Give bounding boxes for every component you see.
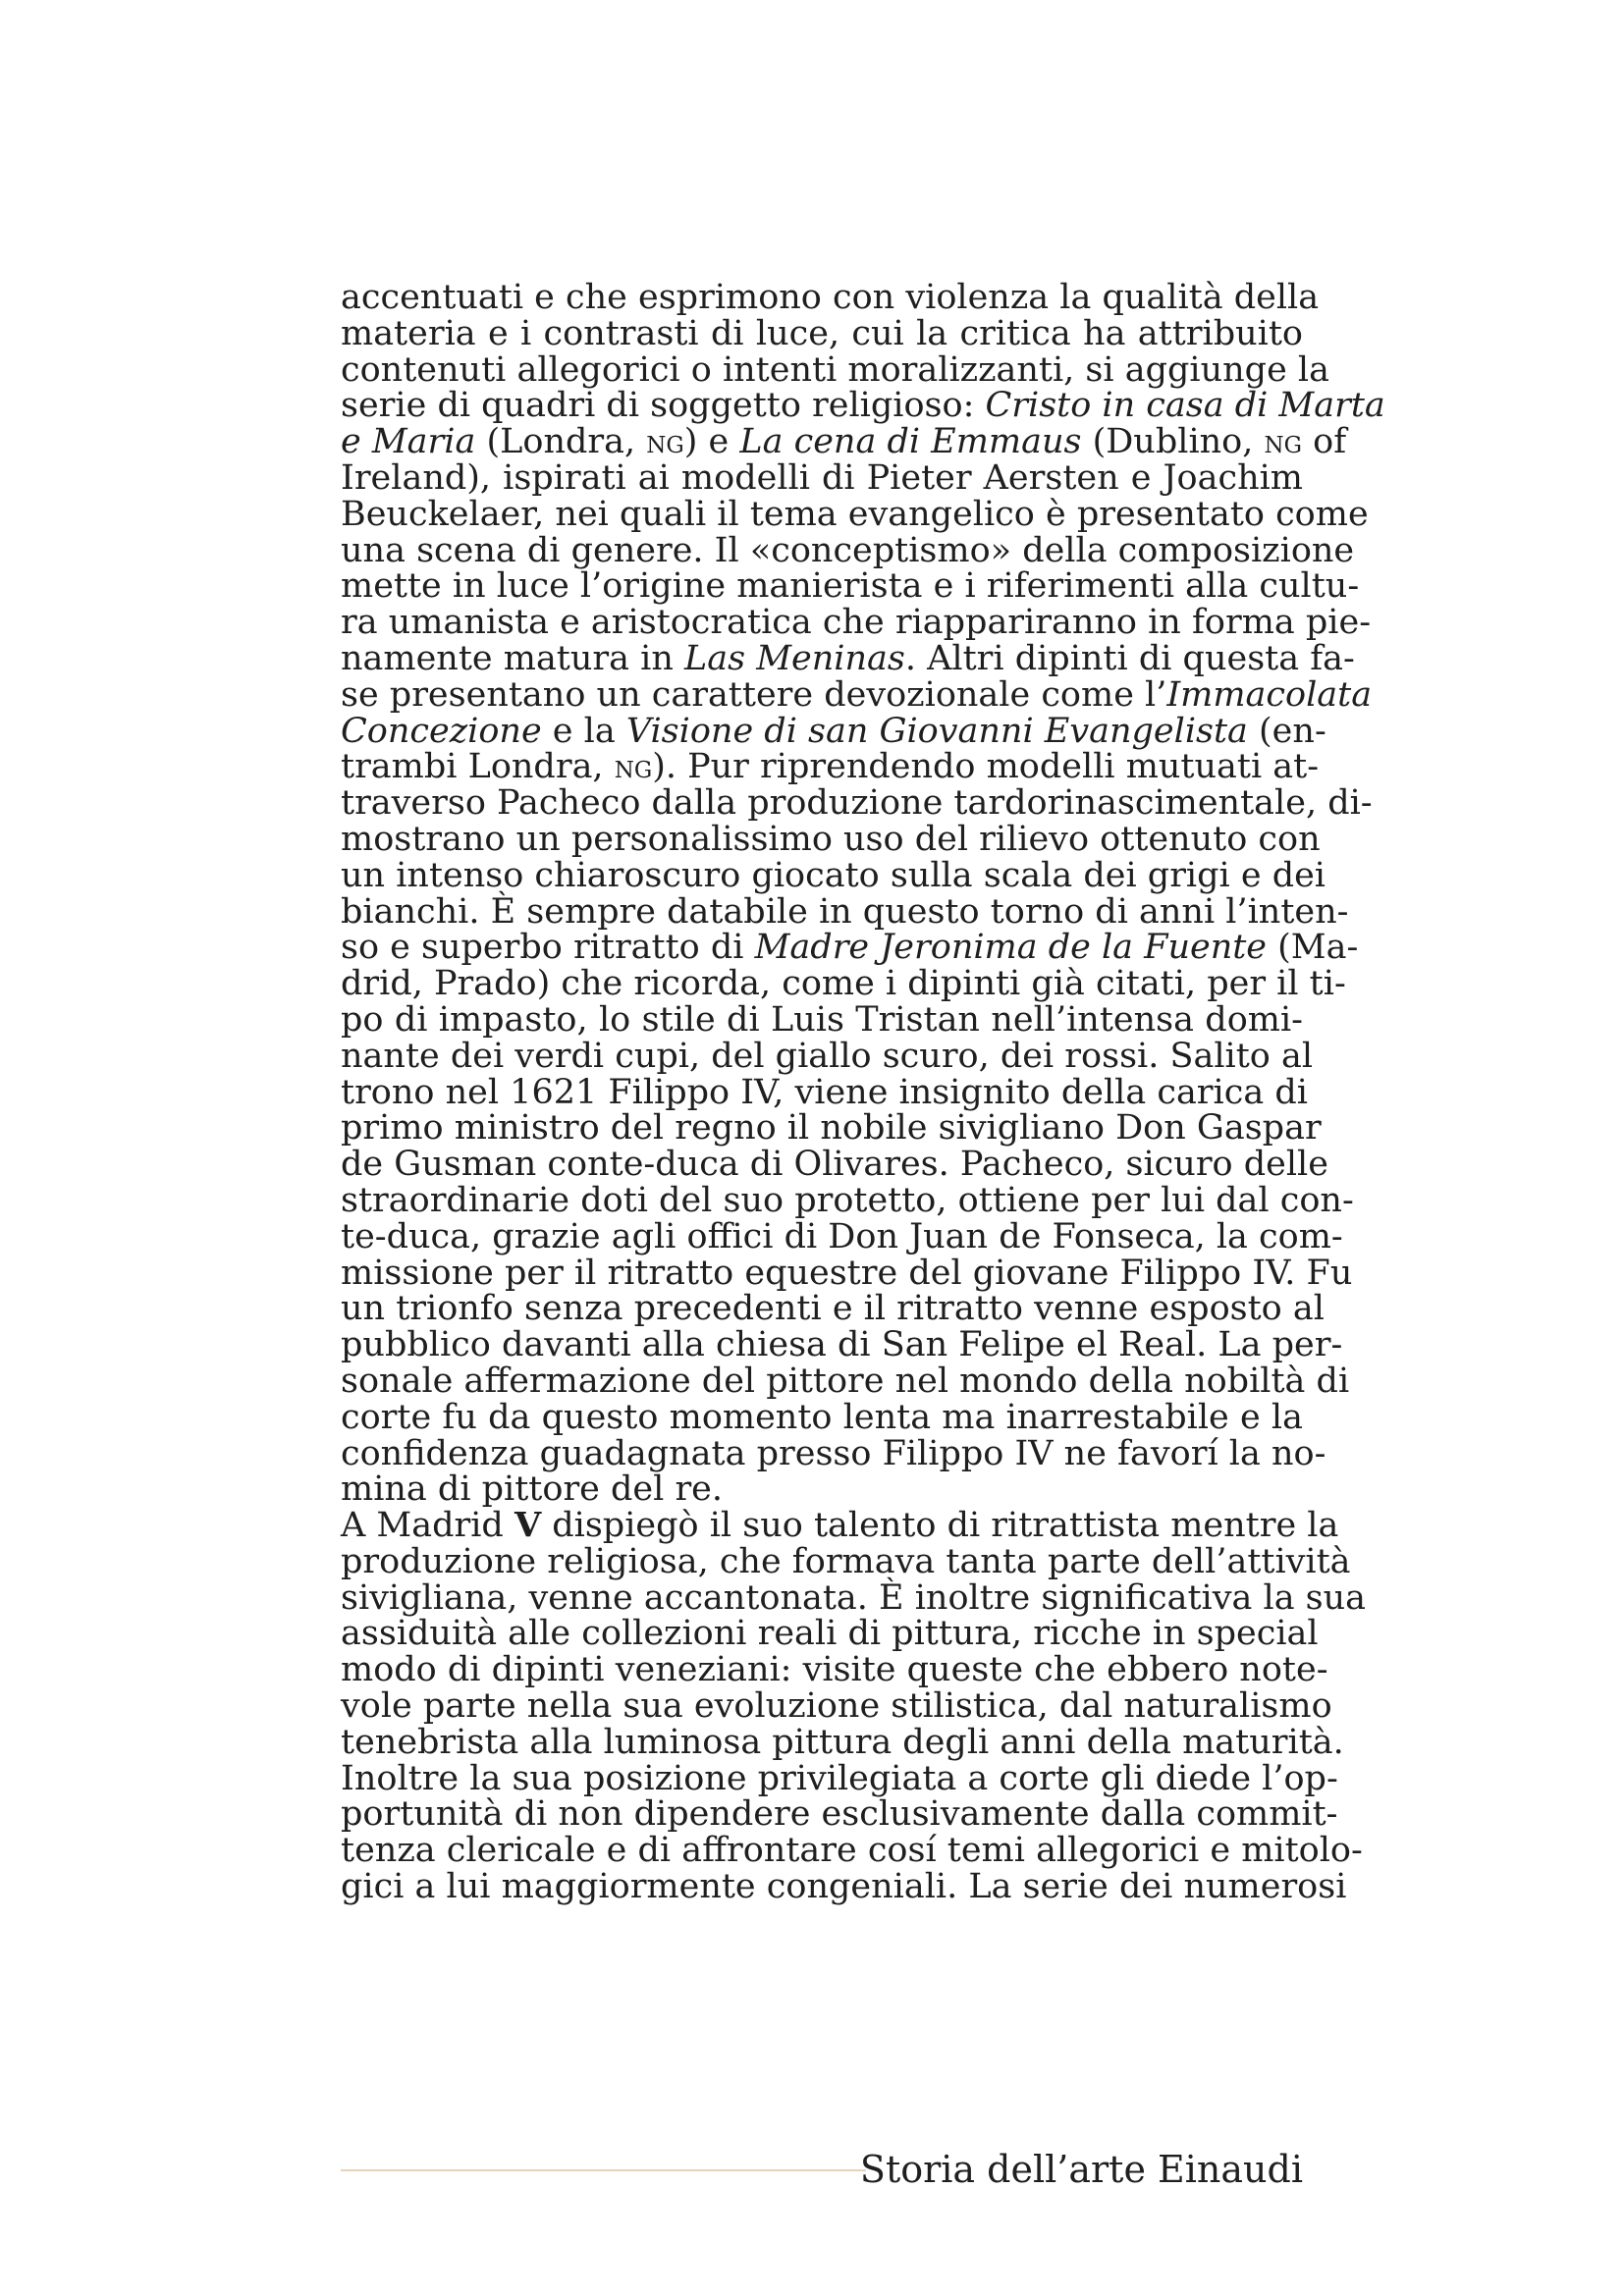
text-run: corte fu da questo momento lenta ma inarrestabile e la xyxy=(341,1397,1303,1437)
text-line xyxy=(341,1036,1314,1076)
text-run: te-duca, grazie agli offici di Don Juan de Fonseca, la com- xyxy=(341,1216,1343,1256)
text-line xyxy=(341,349,1329,390)
text-line xyxy=(341,1325,1343,1365)
text-line xyxy=(341,1361,1350,1401)
text-line xyxy=(341,819,1321,859)
text-line xyxy=(341,1686,1332,1727)
text-run: mostrano un personalissimo uso del rilievo ottenuto con xyxy=(341,819,1321,859)
text-line xyxy=(341,1614,1319,1654)
text-run: e la xyxy=(541,711,626,751)
text-run: dispiegò il suo talento di ritrattista mentre la xyxy=(541,1506,1339,1546)
text-run: mette in luce l’origine manierista e i riferimenti alla cultu- xyxy=(341,566,1360,607)
text-run: nante dei verdi cupi, del giallo scuro, dei rossi. Salito al xyxy=(341,1036,1314,1076)
text-line xyxy=(341,783,1373,824)
text-run: vole parte nella sua evoluzione stilistica, dal naturalismo xyxy=(341,1686,1332,1727)
text-run: so e superbo ritratto di xyxy=(341,928,755,968)
text-run: traverso Pacheco dalla produzione tardorinascimentale, di- xyxy=(341,783,1373,824)
text-run: of xyxy=(1302,422,1347,462)
text-line xyxy=(341,928,1359,968)
text-run: straordinarie doti del suo protetto, ottiene per lui dal con- xyxy=(341,1180,1354,1220)
text-line xyxy=(341,457,1303,498)
text-line xyxy=(341,1722,1344,1762)
text-line xyxy=(341,1867,1347,1907)
text-line xyxy=(341,855,1326,895)
italic-title: e Maria xyxy=(341,422,476,462)
text-line xyxy=(341,1397,1303,1437)
italic-title: Las Meninas xyxy=(684,638,905,678)
text-run: ) e xyxy=(683,422,740,462)
text-line xyxy=(341,711,1326,751)
text-run: sonale affermazione del pittore nel mondo della nobiltà di xyxy=(341,1361,1350,1401)
text-run: serie di quadri di soggetto religioso: xyxy=(341,386,986,426)
text-run: de Gusman conte-duca di Olivares. Pacheco, sicuro delle xyxy=(341,1145,1328,1185)
italic-title: Visione di san Giovanni Evangelista xyxy=(625,711,1248,751)
small-caps-abbreviation: ng xyxy=(614,747,653,786)
text-line xyxy=(341,422,1347,462)
text-run: trono nel 1621 Filippo IV, viene insignito della carica di xyxy=(341,1072,1308,1112)
bold-abbreviation: V xyxy=(514,1505,542,1546)
text-run: sivigliana, venne accantonata. È inoltre significativa la sua xyxy=(341,1577,1367,1618)
text-run: confidenza guadagnata presso Filippo IV ne favorí la no- xyxy=(341,1433,1326,1473)
text-run: po di impasto, lo stile di Luis Tristan nell’intensa domi- xyxy=(341,999,1303,1040)
footer-rule xyxy=(341,2169,866,2171)
text-run: tenebrista alla luminosa pittura degli anni della maturità. xyxy=(341,1722,1344,1762)
text-line xyxy=(341,1180,1354,1220)
text-run: accentuati e che esprimono con violenza la qualità della xyxy=(341,278,1320,317)
text-run: (Londra, xyxy=(475,422,647,462)
text-line xyxy=(341,566,1360,607)
text-line xyxy=(341,603,1372,643)
italic-title: Immacolata xyxy=(1166,674,1373,715)
italic-title: Cristo in casa di Marta xyxy=(985,386,1385,426)
small-caps-abbreviation: ng xyxy=(1264,422,1303,461)
text-run: ). Pur riprendendo modelli mutuati at- xyxy=(652,747,1320,787)
text-run: Ireland), ispirati ai modelli di Pieter Aersten e Joachim xyxy=(341,457,1303,498)
text-line xyxy=(341,1216,1343,1256)
text-line xyxy=(341,747,1320,787)
text-line xyxy=(341,674,1373,715)
text-line xyxy=(341,1758,1338,1798)
text-line xyxy=(341,278,1320,317)
text-line xyxy=(341,1289,1325,1329)
text-line xyxy=(341,494,1369,534)
text-run: tenza clericale e di affrontare cosí temi allegorici e mitolo- xyxy=(341,1831,1363,1871)
text-run: un trionfo senza precedenti e il ritratto venne esposto al xyxy=(341,1289,1325,1329)
text-line xyxy=(341,1253,1353,1293)
text-run: mina di pittore del re. xyxy=(341,1469,724,1510)
text-run: missione per il ritratto equestre del giovane Filippo IV. Fu xyxy=(341,1253,1353,1293)
text-run: primo ministro del regno il nobile sivigliano Don Gaspar xyxy=(341,1108,1322,1148)
text-run: portunità di non dipendere esclusivamente dalla commit- xyxy=(341,1794,1338,1835)
text-line xyxy=(341,1471,1303,1508)
text-line xyxy=(341,638,1355,678)
text-run: Beuckelaer, nei quali il tema evangelico è presentato come xyxy=(341,494,1369,534)
text-line xyxy=(341,313,1303,353)
text-run: trambi Londra, xyxy=(341,747,615,787)
text-line xyxy=(341,386,1385,426)
text-run: (Dublino, xyxy=(1081,422,1265,462)
text-line xyxy=(341,1433,1326,1473)
text-run: (en- xyxy=(1247,711,1326,751)
text-line xyxy=(341,1650,1328,1690)
text-run: ra umanista e aristocratica che riappariranno in forma pie- xyxy=(341,603,1372,643)
italic-title: Concezione xyxy=(341,711,542,751)
small-caps-abbreviation: ng xyxy=(646,422,684,461)
footer-title: Storia dell’arte Einaudi xyxy=(859,2148,1303,2191)
text-run: Inoltre la sua posizione privilegiata a corte gli diede l’op- xyxy=(341,1758,1338,1798)
text-run: modo di dipinti veneziani: visite queste che ebbero note- xyxy=(341,1650,1328,1690)
text-run: A Madrid xyxy=(341,1506,514,1546)
text-run: se presentano un carattere devozionale come l’ xyxy=(341,674,1167,715)
text-run: drid, Prado) che ricorda, come i dipinti già citati, per il ti- xyxy=(341,964,1346,1004)
text-line xyxy=(341,530,1355,570)
text-run: namente matura in xyxy=(341,638,684,678)
text-run: . Altri dipinti di questa fa- xyxy=(904,638,1355,678)
text-run: una scena di genere. Il «conceptismo» della composizione xyxy=(341,530,1355,570)
text-line xyxy=(341,1505,1339,1546)
text-run: materia e i contrasti di luce, cui la critica ha attribuito xyxy=(341,313,1303,353)
text-line xyxy=(341,964,1346,1004)
text-run: contenuti allegorici o intenti moralizzanti, si aggiunge la xyxy=(341,349,1329,390)
text-run: gici a lui maggiormente congeniali. La serie dei numerosi xyxy=(341,1867,1347,1907)
text-run: assiduità alle collezioni reali di pittura, ricche in special xyxy=(341,1614,1319,1654)
text-run: pubblico davanti alla chiesa di San Felipe el Real. La per- xyxy=(341,1325,1343,1365)
text-line xyxy=(341,891,1349,932)
italic-title: Madre Jeronima de la Fuente xyxy=(754,928,1268,968)
text-run: (Ma- xyxy=(1267,928,1359,968)
text-line xyxy=(341,1108,1322,1148)
text-run: produzione religiosa, che formava tanta parte dell’attività xyxy=(341,1541,1351,1581)
text-run: un intenso chiaroscuro giocato sulla scala dei grigi e dei xyxy=(341,855,1326,895)
text-line xyxy=(341,999,1303,1040)
italic-title: La cena di Emmaus xyxy=(739,422,1082,462)
text-run: bianchi. È sempre databile in questo torno di anni l’inten- xyxy=(341,891,1349,932)
body-text xyxy=(341,278,1385,1907)
text-line xyxy=(341,1145,1328,1185)
text-line xyxy=(341,1831,1363,1871)
text-line xyxy=(341,1072,1308,1112)
text-line xyxy=(341,1794,1338,1835)
text-line xyxy=(341,1541,1351,1581)
text-line xyxy=(341,1577,1367,1618)
